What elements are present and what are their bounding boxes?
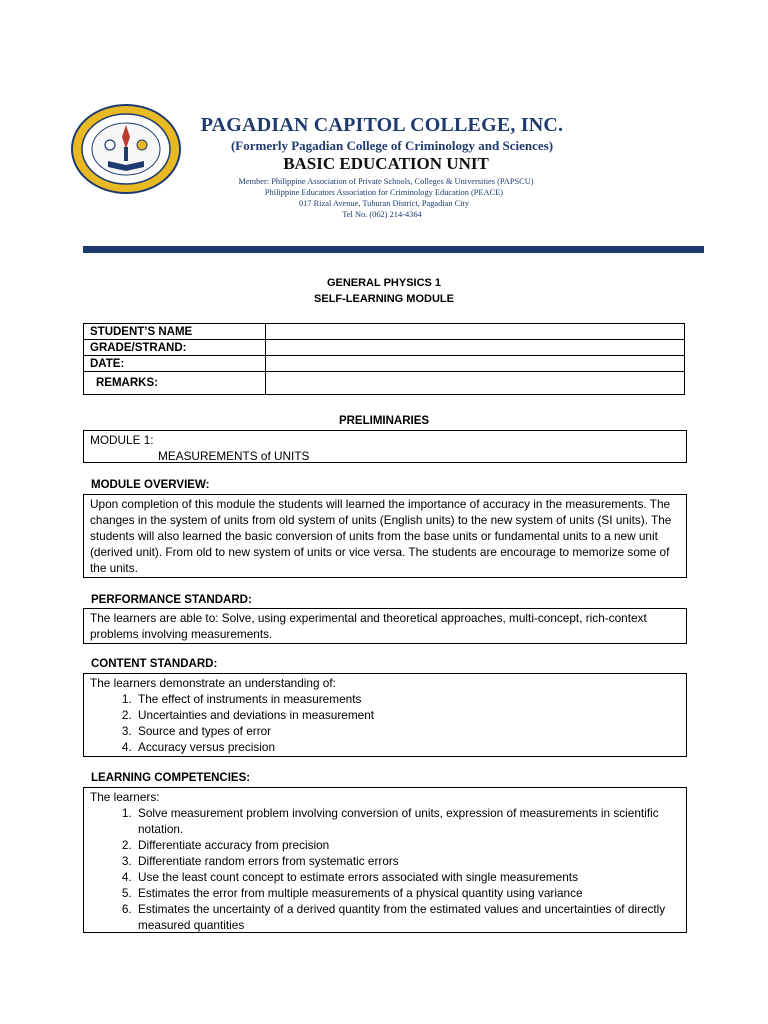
grade-strand-label: GRADE/STRAND: xyxy=(84,340,266,356)
content-box xyxy=(83,673,687,757)
list-item: 1. The effect of instruments in measurements xyxy=(135,691,680,707)
overview-text: Upon completion of this module the students will learned the importance of accuracy in the measurements. The changes in the system of units from old system of units (English units) to the new system of units (SI units). The students will also learned the basic conversion of units from the base units or fundamental units to a new unit (derived unit). From old to new system of units or vice versa. The students are encourage to memorize some of the units. xyxy=(90,497,672,575)
module-box xyxy=(83,430,687,463)
subject-title: GENERAL PHYSICS 1 xyxy=(326,277,442,289)
list-item: 1. Solve measurement problem involving conversion of units, expression of measurements in scientific notation. xyxy=(135,805,680,837)
student-name-label: STUDENT’S NAME xyxy=(84,324,266,340)
header-divider xyxy=(83,246,704,253)
performance-text: The learners are able to: Solve, using experimental and theoretical approaches, multi-concept, rich-context problems involving measurements. xyxy=(90,611,647,641)
module-type-title: SELF-LEARNING MODULE xyxy=(314,293,454,305)
list-item: 4. Use the least count concept to estimate errors associated with single measurements xyxy=(135,869,680,885)
member-line: Member: Philippine Association of Private Schools, Colleges & Universities (PAPSCU) xyxy=(238,177,534,186)
list-item: 6. Estimates the uncertainty of a derived quantity from the estimated values and uncertainties of directly measured quantities xyxy=(135,901,680,933)
unit-name: BASIC EDUCATION UNIT xyxy=(283,154,489,173)
table-row xyxy=(84,324,685,340)
date-field[interactable] xyxy=(266,356,685,372)
list-item: 4. Accuracy versus precision xyxy=(135,739,680,755)
competencies-list xyxy=(90,805,680,933)
performance-box xyxy=(83,608,687,644)
competencies-intro: The learners: xyxy=(90,790,160,804)
competencies-heading: LEARNING COMPETENCIES: xyxy=(91,772,251,784)
list-item: 5. Estimates the error from multiple measurements of a physical quantity using variance xyxy=(135,885,680,901)
letterhead xyxy=(0,0,768,240)
list-item: 3. Source and types of error xyxy=(135,723,680,739)
formerly-name: (Formerly Pagadian College of Criminology and Sciences) xyxy=(230,138,554,153)
module-name: MEASUREMENTS of UNITS xyxy=(158,449,310,463)
date-label: DATE: xyxy=(84,356,266,372)
content-heading: CONTENT STANDARD: xyxy=(91,658,218,670)
college-name: PAGADIAN CAPITOL COLLEGE, INC. xyxy=(200,114,564,136)
performance-heading: PERFORMANCE STANDARD: xyxy=(91,594,252,606)
overview-heading: MODULE OVERVIEW: xyxy=(91,479,210,491)
content-intro: The learners demonstrate an understanding of: xyxy=(90,676,336,690)
tel-line: Tel No. (062) 214-4364 xyxy=(342,210,422,219)
list-item: 3. Differentiate random errors from systematic errors xyxy=(135,853,680,869)
list-item: 2. Differentiate accuracy from precision xyxy=(135,837,680,853)
competencies-box xyxy=(83,787,687,933)
peace-line: Philippine Educators Association for Criminology Education (PEACE) xyxy=(264,188,504,197)
student-info-table xyxy=(83,323,685,395)
module-label: MODULE 1: xyxy=(90,433,154,447)
table-row xyxy=(84,356,685,372)
table-row xyxy=(84,372,685,395)
preliminaries-heading: PRELIMINARIES xyxy=(338,415,430,427)
remarks-field[interactable] xyxy=(266,372,685,395)
remarks-label: REMARKS: xyxy=(84,372,266,395)
address-line: 017 Rizal Avenue, Tuburan District, Pagadian City xyxy=(298,199,470,208)
overview-box xyxy=(83,494,687,578)
table-row xyxy=(84,340,685,356)
student-name-field[interactable] xyxy=(266,324,685,340)
content-list xyxy=(90,691,680,755)
list-item: 2. Uncertainties and deviations in measurement xyxy=(135,707,680,723)
grade-strand-field[interactable] xyxy=(266,340,685,356)
